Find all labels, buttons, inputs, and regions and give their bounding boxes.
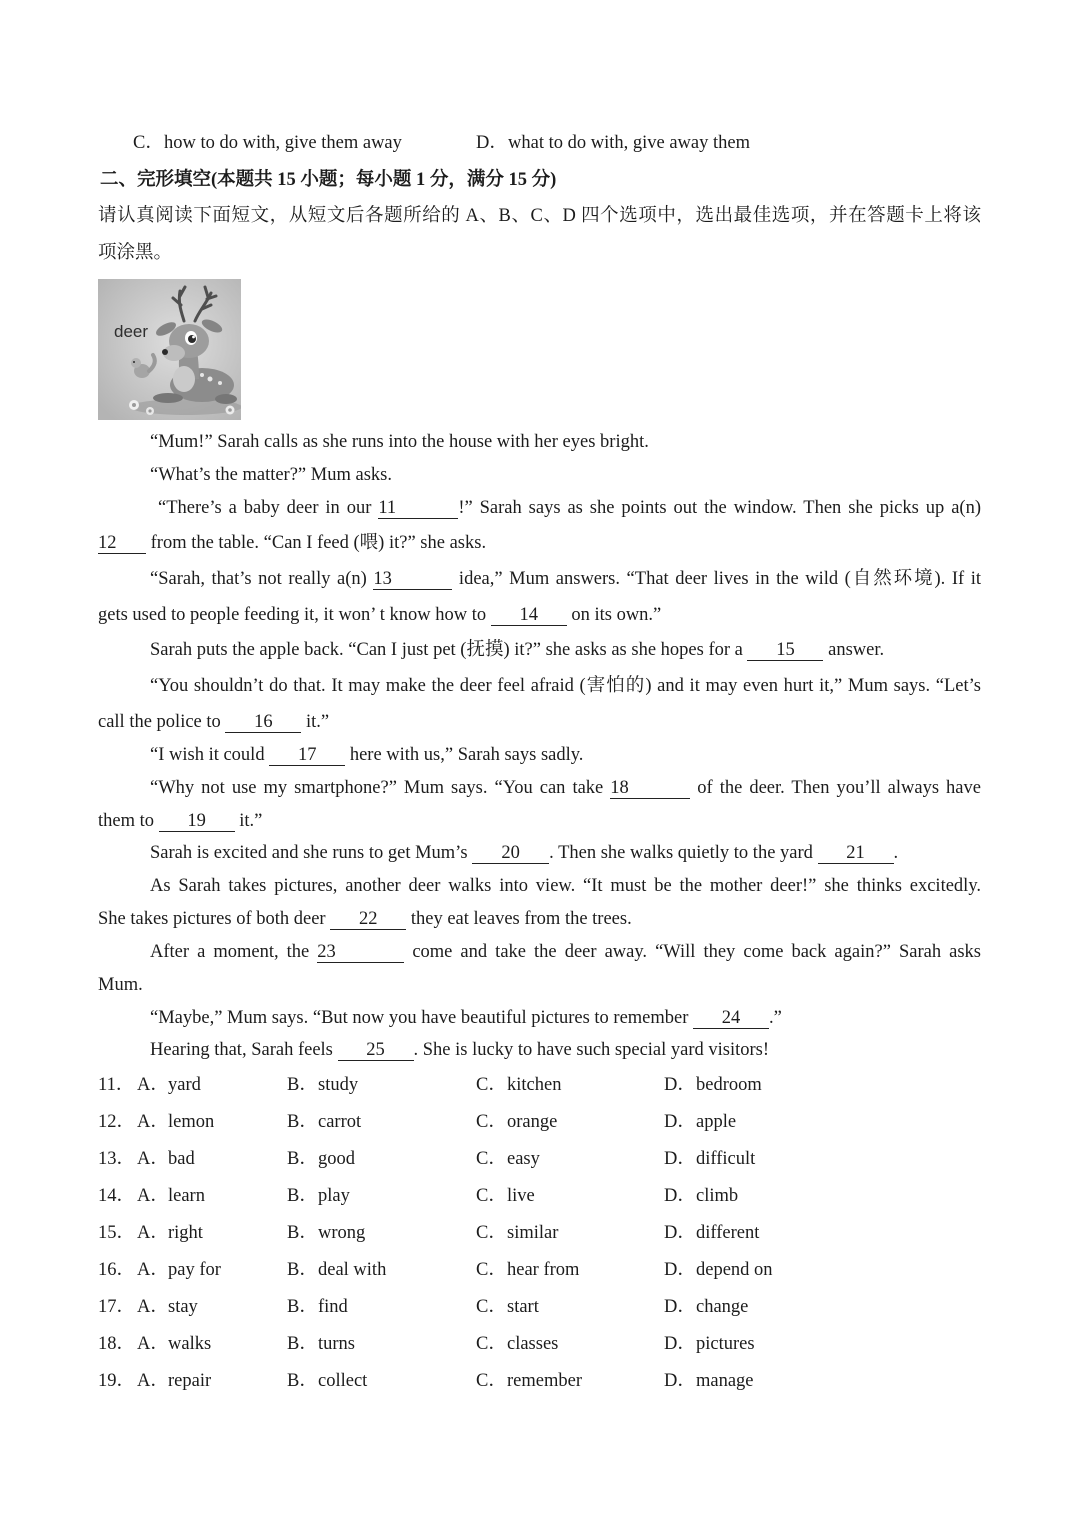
question-number: 18．	[98, 1334, 136, 1354]
passage-line	[150, 874, 981, 898]
question-number: 13．	[98, 1149, 136, 1169]
blank-18: 18	[610, 779, 690, 799]
passage-line	[98, 710, 329, 734]
passage-line	[150, 463, 392, 487]
option-letter: C．	[476, 1223, 507, 1243]
option-letter: C．	[476, 1260, 507, 1280]
option-text: similar	[507, 1223, 559, 1243]
question-row	[0, 1147, 1080, 1171]
option-text: remember	[507, 1371, 582, 1391]
passage-line	[98, 907, 632, 931]
blank-17: 17	[269, 746, 345, 766]
option-text: live	[507, 1186, 535, 1206]
passage-text: “Sarah, that’s not really a(n)	[150, 569, 374, 589]
passage-text: of the deer. Then you’ll always have	[690, 778, 981, 798]
option-letter: C．	[133, 133, 164, 153]
option-text: classes	[507, 1334, 559, 1354]
blank-20: 20	[472, 844, 549, 864]
option-text: deal with	[318, 1260, 387, 1280]
passage-line	[150, 743, 583, 767]
previous-question-options	[0, 131, 1080, 155]
passage-text: Mum.	[98, 975, 143, 995]
option-text: kitchen	[507, 1075, 562, 1095]
deer-label: deer	[114, 322, 149, 341]
blank-12: 12	[98, 534, 146, 554]
option-letter: B．	[287, 1297, 318, 1317]
passage-text: .”	[769, 1008, 782, 1028]
passage-line	[150, 638, 884, 662]
option-text: difficult	[696, 1149, 756, 1169]
passage-text: come and take the deer away. “Will they come back again?” Sarah asks	[404, 942, 981, 962]
passage-text: “Mum!” Sarah calls as she runs into the house with her eyes bright.	[150, 432, 649, 452]
option-letter: B．	[287, 1075, 318, 1095]
option-text: lemon	[168, 1112, 215, 1132]
passage-text: it.”	[234, 811, 263, 831]
passage-text: .	[893, 843, 899, 863]
passage-text: She takes pictures of both deer	[98, 909, 331, 929]
passage-line	[98, 531, 486, 555]
option-letter: B．	[287, 1149, 318, 1169]
option-letter: D．	[664, 1297, 696, 1317]
option-letter: C．	[476, 1112, 507, 1132]
option-text: good	[318, 1149, 355, 1169]
passage-line	[150, 567, 981, 591]
option-text: play	[318, 1186, 350, 1206]
option-letter: B．	[287, 1112, 318, 1132]
question-row	[0, 1184, 1080, 1208]
passage-line	[98, 973, 143, 997]
passage-text: they eat leaves from the trees.	[406, 909, 632, 929]
option-letter: D．	[664, 1223, 696, 1243]
passage-text: . She is lucky to have such special yard visitors!	[413, 1040, 770, 1060]
blank-25: 25	[338, 1041, 414, 1061]
question-number: 15．	[98, 1223, 136, 1243]
option-letter: D．	[664, 1260, 696, 1280]
passage-text: on its own.”	[566, 605, 662, 625]
blank-21: 21	[818, 844, 894, 864]
passage-text: it.”	[301, 712, 330, 732]
section-instructions: 项涂黑。	[98, 243, 173, 263]
option-text: pay for	[168, 1260, 221, 1280]
option-text: right	[168, 1223, 203, 1243]
option-text: learn	[168, 1186, 205, 1206]
blank-16: 16	[225, 713, 301, 733]
option-letter: B．	[287, 1223, 318, 1243]
passage-text: Hearing that, Sarah feels	[150, 1040, 338, 1060]
option-letter: A．	[137, 1371, 169, 1391]
option-letter: D．	[664, 1075, 696, 1095]
passage-line	[150, 1038, 769, 1062]
option-text: manage	[696, 1371, 754, 1391]
question-number: 12．	[98, 1112, 136, 1132]
question-row	[0, 1369, 1080, 1393]
passage-text: As Sarah takes pictures, another deer walks into view. “It must be the mother deer!” she thinks excitedly.	[150, 876, 981, 896]
option-letter: C．	[476, 1371, 507, 1391]
option-text: change	[696, 1297, 749, 1317]
passage-text: After a moment, the	[150, 942, 318, 962]
option-letter: D．	[664, 1186, 696, 1206]
option-text: stay	[168, 1297, 198, 1317]
option-text: pictures	[696, 1334, 755, 1354]
deer-illustration	[98, 279, 241, 420]
option-text: walks	[168, 1334, 212, 1354]
passage-text: idea,” Mum answers. “That deer lives in the wild (自然环境). If it	[452, 569, 981, 589]
option-text: what to do with, give away them	[508, 133, 750, 153]
option-text: wrong	[318, 1223, 366, 1243]
section-title: 二、完形填空(本题共 15 小题；每小题 1 分，满分 15 分)	[100, 170, 557, 190]
question-number: 17．	[98, 1297, 136, 1317]
question-row	[0, 1332, 1080, 1356]
blank-22: 22	[330, 910, 406, 930]
option-letter: A．	[137, 1223, 169, 1243]
question-row	[0, 1073, 1080, 1097]
option-letter: B．	[287, 1334, 318, 1354]
passage-line	[150, 674, 981, 698]
option-text: bad	[168, 1149, 195, 1169]
option-text: yard	[168, 1075, 201, 1095]
option-letter: A．	[137, 1260, 169, 1280]
option-letter: A．	[137, 1334, 169, 1354]
option-letter: C．	[476, 1334, 507, 1354]
blank-14: 14	[491, 606, 567, 626]
passage-line	[158, 496, 981, 520]
question-number: 16．	[98, 1260, 136, 1280]
option-letter: A．	[137, 1297, 169, 1317]
passage-text: “I wish it could	[150, 745, 270, 765]
option-letter: B．	[287, 1371, 318, 1391]
blank-13: 13	[373, 570, 452, 590]
option-text: carrot	[318, 1112, 362, 1132]
question-row	[0, 1295, 1080, 1319]
blank-15: 15	[747, 641, 823, 661]
passage-text: answer.	[823, 640, 885, 660]
option-letter: A．	[137, 1075, 169, 1095]
option-letter: D．	[664, 1112, 696, 1132]
passage-text: “Why not use my smartphone?” Mum says. “You can take	[150, 778, 611, 798]
section-instructions: 请认真阅读下面短文，从短文后各题所给的 A、B、C、D 四个选项中，选出最佳选项，并在答题卡上将该	[98, 206, 981, 226]
passage-text: “What’s the matter?” Mum asks.	[150, 465, 392, 485]
option-text: apple	[696, 1112, 737, 1132]
option-text: different	[696, 1223, 760, 1243]
option-letter: A．	[137, 1112, 169, 1132]
passage-line	[150, 940, 981, 964]
option-letter: B．	[287, 1186, 318, 1206]
passage-text: call the police to	[98, 712, 226, 732]
question-number: 19．	[98, 1371, 136, 1391]
option-text: depend on	[696, 1260, 773, 1280]
passage-text: “Maybe,” Mum says. “But now you have beautiful pictures to remember	[150, 1008, 694, 1028]
option-text: how to do with, give them away	[164, 133, 402, 153]
passage-text: !” Sarah says as she points out the window. Then she picks up a(n)	[458, 498, 981, 518]
blank-19: 19	[159, 812, 235, 832]
blank-23: 23	[317, 943, 404, 963]
question-row	[0, 1258, 1080, 1282]
option-letter: A．	[137, 1186, 169, 1206]
passage-text: from the table. “Can I feed (喂) it?” she asks.	[146, 533, 487, 553]
option-text: start	[507, 1297, 539, 1317]
passage-line	[150, 841, 898, 865]
option-text: easy	[507, 1149, 540, 1169]
option-letter: D．	[664, 1149, 696, 1169]
option-text: climb	[696, 1186, 739, 1206]
question-number: 14．	[98, 1186, 136, 1206]
option-letter: A．	[137, 1149, 169, 1169]
option-letter: C．	[476, 1075, 507, 1095]
passage-text: Sarah puts the apple back. “Can I just pet (抚摸) it?” she asks as she hopes for a	[150, 640, 748, 660]
option-letter: D．	[476, 133, 508, 153]
passage-text: “You shouldn’t do that. It may make the deer feel afraid (害怕的) and it may even hurt it,” Mum says. “Let’s	[150, 676, 981, 696]
blank-24: 24	[693, 1009, 769, 1029]
passage-text: gets used to people feeding it, it won’ t know how to	[98, 605, 491, 625]
option-text: bedroom	[696, 1075, 762, 1095]
blank-11: 11	[378, 499, 458, 519]
passage-text: “There’s a baby deer in our	[158, 498, 379, 518]
option-text: repair	[168, 1371, 212, 1391]
passage-line	[150, 1006, 782, 1030]
option-letter: C．	[476, 1149, 507, 1169]
option-text: study	[318, 1075, 359, 1095]
passage-line	[98, 809, 262, 833]
option-letter: C．	[476, 1297, 507, 1317]
question-number: 11．	[98, 1075, 135, 1095]
option-text: orange	[507, 1112, 558, 1132]
option-text: hear from	[507, 1260, 580, 1280]
passage-line	[150, 430, 649, 454]
passage-text: . Then she walks quietly to the yard	[549, 843, 818, 863]
passage-text: here with us,” Sarah says sadly.	[345, 745, 584, 765]
option-letter: C．	[476, 1186, 507, 1206]
option-text: turns	[318, 1334, 355, 1354]
option-letter: B．	[287, 1260, 318, 1280]
option-text: collect	[318, 1371, 368, 1391]
question-row	[0, 1110, 1080, 1134]
question-row	[0, 1221, 1080, 1245]
passage-line	[150, 776, 981, 800]
passage-text: them to	[98, 811, 159, 831]
option-letter: D．	[664, 1334, 696, 1354]
passage-text: Sarah is excited and she runs to get Mum’s	[150, 843, 473, 863]
option-text: find	[318, 1297, 348, 1317]
option-letter: D．	[664, 1371, 696, 1391]
passage-line	[98, 603, 661, 627]
